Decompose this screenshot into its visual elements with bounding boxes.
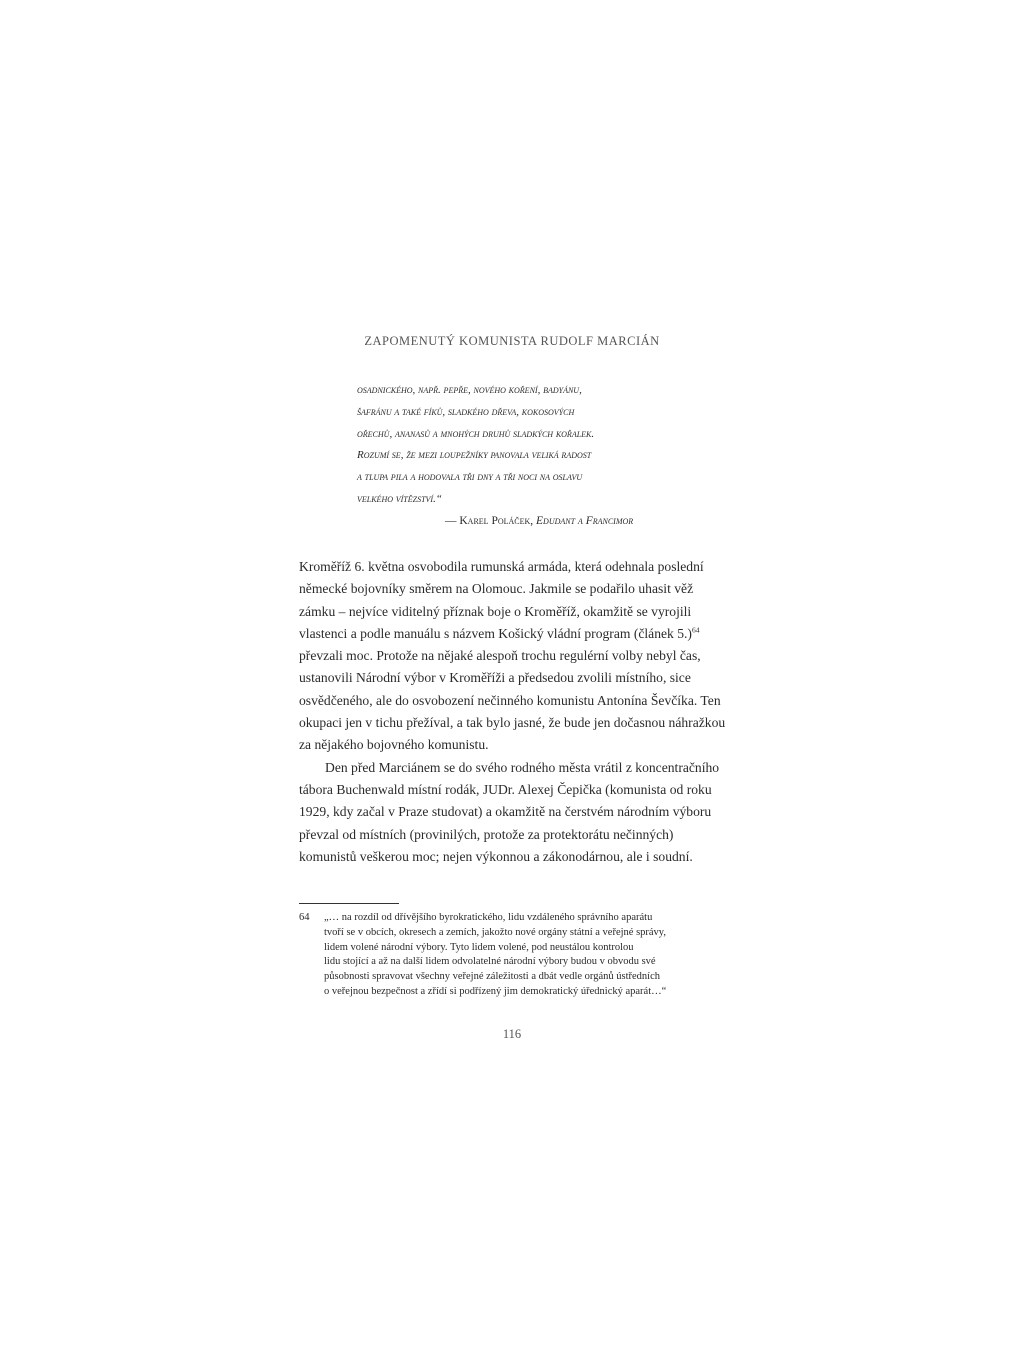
epigraph-line: ořechů, ananasů a mnohých druhů sladkých kořalek. bbox=[357, 427, 595, 440]
body-line: 1929, kdy začal v Praze studovat) a okamžitě na čerstvém národním výboru bbox=[299, 804, 712, 820]
footnote-body bbox=[324, 911, 666, 1000]
body-line: osvědčeného, ale do osvobození nečinného komunistu Antonína Ševčíka. Ten bbox=[299, 692, 721, 708]
body-line: okupaci jen v tichu přežíval, a tak bylo jasné, že bude jen dočasnou náhražkou bbox=[299, 715, 726, 731]
epigraph bbox=[357, 380, 677, 511]
footnote-line: lidem volené národní výbory. Tyto lidem volené, pod neustálou kontrolou bbox=[324, 941, 634, 953]
running-head: ZAPOMENUTÝ KOMUNISTA RUDOLF MARCIÁN bbox=[364, 334, 660, 348]
footnote-line: „… na rozdíl od dřívějšího byrokratického, lidu vzdáleného správního aparátu bbox=[324, 912, 653, 923]
body-line: převzal od místních (provinilých, protože za protektorátu nečinných) bbox=[299, 826, 674, 842]
body-line: komunistů veškerou moc; nejen výkonnou a zákonodárnou, ale i soudní. bbox=[299, 848, 693, 864]
epigraph-line: osadnického, např. pepře, nového koření, badyánu, bbox=[357, 384, 582, 396]
epigraph-line: Rozumí se, že mezi loupežníky panovala veliká radost bbox=[357, 449, 592, 462]
footnote-reference[interactable]: 64 bbox=[691, 625, 700, 635]
epigraph-attribution bbox=[445, 515, 633, 527]
footnote-line: o veřejnou bezpečnost a zřídí si podřízený jim demokratický úřednický aparát…“ bbox=[324, 985, 667, 997]
footnote-line: lidu stojící a až na další lidem odvolatelné národní výbory budou v obvodu své bbox=[324, 956, 656, 968]
body-line-text: vlastenci a podle manuálu s názvem Košický vládní program (článek 5.) bbox=[299, 625, 692, 641]
body-line bbox=[299, 623, 727, 645]
footnote-number: 64 bbox=[299, 912, 310, 923]
body-line: Kroměříž 6. května osvobodila rumunská armáda, která odehnala poslední bbox=[299, 559, 704, 574]
body-text bbox=[299, 556, 727, 868]
body-line: za nějakého bojovného komunistu. bbox=[299, 737, 489, 753]
epigraph-work-title: Edudant a Francimor bbox=[536, 515, 634, 527]
page-number: 116 bbox=[502, 1027, 522, 1041]
body-line: tábora Buchenwald místní rodák, JUDr. Alexej Čepička (komunista od roku bbox=[299, 781, 712, 797]
body-line: německé bojovníky směrem na Olomouc. Jakmile se podařilo uhasit věž bbox=[299, 581, 694, 597]
epigraph-line: velkého vítězství.“ bbox=[357, 492, 442, 505]
body-line: převzali moc. Protože na nějaké alespoň trochu regulérní volby nebyl čas, bbox=[299, 648, 701, 664]
body-line: zámku – nejvíce viditelný příznak boje o Kroměříž, okamžitě se vyrojili bbox=[299, 603, 692, 619]
body-line: ustanovili Národní výbor v Kroměříži a předsedou zvolili místního, sice bbox=[299, 670, 691, 686]
epigraph-author: — Karel Poláček, bbox=[445, 515, 537, 527]
footnote-line: tvoří se v obcích, okresech a zemích, jakožto nové orgány státní a veřejné správy, bbox=[324, 926, 667, 938]
body-line: Den před Marciánem se do svého rodného města vrátil z koncentračního bbox=[325, 759, 720, 775]
footnote-line: působnosti spravovat všechny veřejné záležitosti a dbát vedle orgánů ústředních bbox=[324, 971, 660, 983]
footnote-rule bbox=[299, 903, 399, 904]
epigraph-line: a tlupa pila a hodovala tři dny a tři noci na oslavu bbox=[357, 471, 583, 484]
epigraph-line: šafránu a také fíků, sladkého dřeva, kokosových bbox=[357, 405, 575, 418]
